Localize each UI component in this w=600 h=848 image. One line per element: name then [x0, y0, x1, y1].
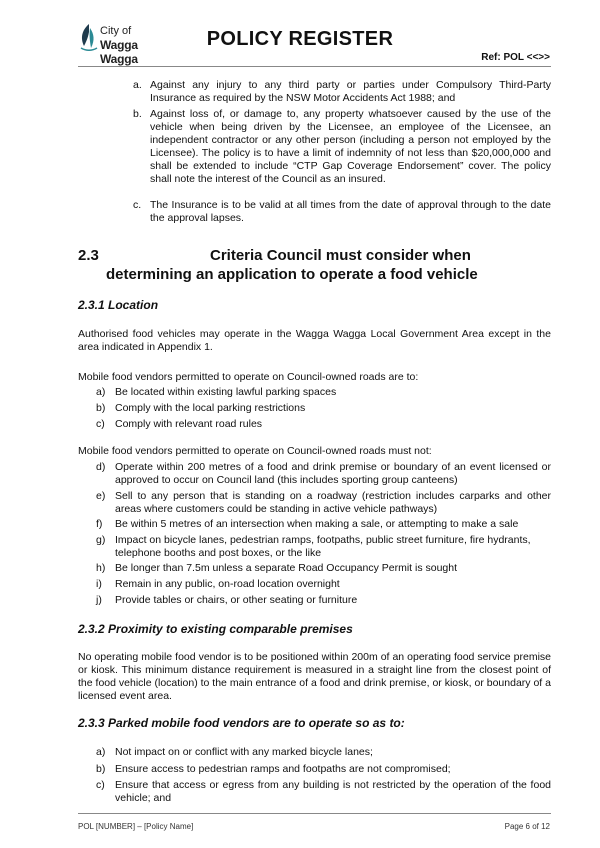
list-marker: f) — [96, 518, 103, 530]
paragraph-proximity: No operating mobile food vendor is to be positioned within 200m of an operating food service premise or kiosk. This minimum distance requirement is measured in a straight line from the closest point of the food vehicle (location) to the main entrance of a food and drink premise, or kiosk, or boundary of a licensed event area. — [78, 651, 551, 702]
list-marker: h) — [96, 562, 106, 574]
list-marker: b. — [133, 108, 142, 120]
list-marker: b) — [96, 763, 106, 775]
list-text: Not impact on or conflict with any marked bicycle lanes; — [115, 746, 373, 758]
list-marker: g) — [96, 534, 106, 546]
list-marker: b) — [96, 402, 106, 414]
list-marker: c) — [96, 779, 105, 791]
list-marker: a) — [96, 386, 106, 398]
list-marker: a. — [133, 79, 142, 91]
subsection-heading-location: 2.3.1 Location — [78, 298, 159, 312]
list-marker: c. — [133, 199, 142, 211]
list-text: Ensure access to pedestrian ramps and footpaths are not compromised; — [115, 763, 451, 775]
section-title-line2: determining an application to operate a food vehicle — [106, 266, 478, 283]
list-text: Comply with the local parking restrictions — [115, 402, 306, 414]
list-text: Against any injury to any third party or parties under Compulsory Third-Party Insurance as required by the NSW Motor Accidents Act 1988; and — [150, 79, 551, 104]
footer-page-number: Page 6 of 12 — [504, 822, 550, 831]
list-text: Be longer than 7.5m unless a separate Road Occupancy Permit is sought — [115, 562, 458, 574]
list-text: The Insurance is to be valid at all times from the date of approval through to the date the approval lapses. — [150, 199, 551, 224]
logo-text-city-of: City of — [100, 25, 132, 37]
list-marker: d) — [96, 461, 106, 473]
list-text: Provide tables or chairs, or other seating or furniture — [115, 594, 358, 606]
page-title: POLICY REGISTER — [206, 28, 394, 50]
logo-text-wagga: Wagga Wagga — [100, 38, 138, 66]
list-marker: e) — [96, 490, 106, 502]
policy-ref: Ref: POL <<>> — [481, 52, 550, 63]
section-title-line1: Criteria Council must consider when — [210, 247, 471, 264]
list-text: Be within 5 metres of an intersection when making a sale, or attempting to make a sale — [115, 518, 519, 530]
list-marker: i) — [96, 578, 102, 590]
list-text: Comply with relevant road rules — [115, 418, 263, 430]
footer-rule — [78, 813, 551, 814]
list-text: Remain in any public, on-road location overnight — [115, 578, 340, 590]
list-text: Against loss of, or damage to, any property whatsoever caused by the use of the vehicle when being driven by the Licensee, an employee of the Licensee, an independent contractor or any other person (including a person not employed by the Licensee). The policy is to have a limit of indemnity of not less than $20,000,000 and shall be extended to include “CTP Gap Coverage Endorsement” cover. The policy shall note the interest of the Council as an insured. — [150, 108, 551, 185]
list-text: Impact on bicycle lanes, pedestrian ramps, footpaths, public street furniture, fire hydrants, telephone booths and post boxes, or the like — [115, 534, 531, 559]
header-rule — [78, 66, 551, 67]
paragraph-must-not-intro: Mobile food vendors permitted to operate on Council-owned roads must not: — [78, 445, 432, 457]
section-heading-2-3 — [78, 246, 551, 286]
section-number: 2.3 — [78, 247, 99, 264]
list-marker: c) — [96, 418, 105, 430]
subsection-heading-parked-vendors: 2.3.3 Parked mobile food vendors are to operate so as to: — [78, 716, 405, 730]
list-marker: j) — [96, 594, 102, 606]
paragraph-location: Authorised food vehicles may operate in the Wagga Wagga Local Government Area except in the area indicated in Appendix 1. — [78, 328, 551, 353]
footer-policy-name: POL [NUMBER] – [Policy Name] — [78, 822, 194, 831]
subsection-heading-proximity: 2.3.2 Proximity to existing comparable premises — [78, 622, 353, 636]
list-marker: a) — [96, 746, 106, 758]
list-text: Operate within 200 metres of a food and drink premise or boundary of an event licensed or approved to occur on Council land (this includes sporting group canteens) — [115, 461, 551, 486]
list-text: Be located within existing lawful parking spaces — [115, 386, 337, 398]
paragraph-are-to-intro: Mobile food vendors permitted to operate on Council-owned roads are to: — [78, 371, 419, 383]
list-text: Ensure that access or egress from any building is not restricted by the operation of the food vehicle; and — [115, 779, 551, 804]
list-text: Sell to any person that is standing on a roadway (restriction includes carparks and other areas where customers could be standing in active vehicle pathways) — [115, 490, 551, 515]
